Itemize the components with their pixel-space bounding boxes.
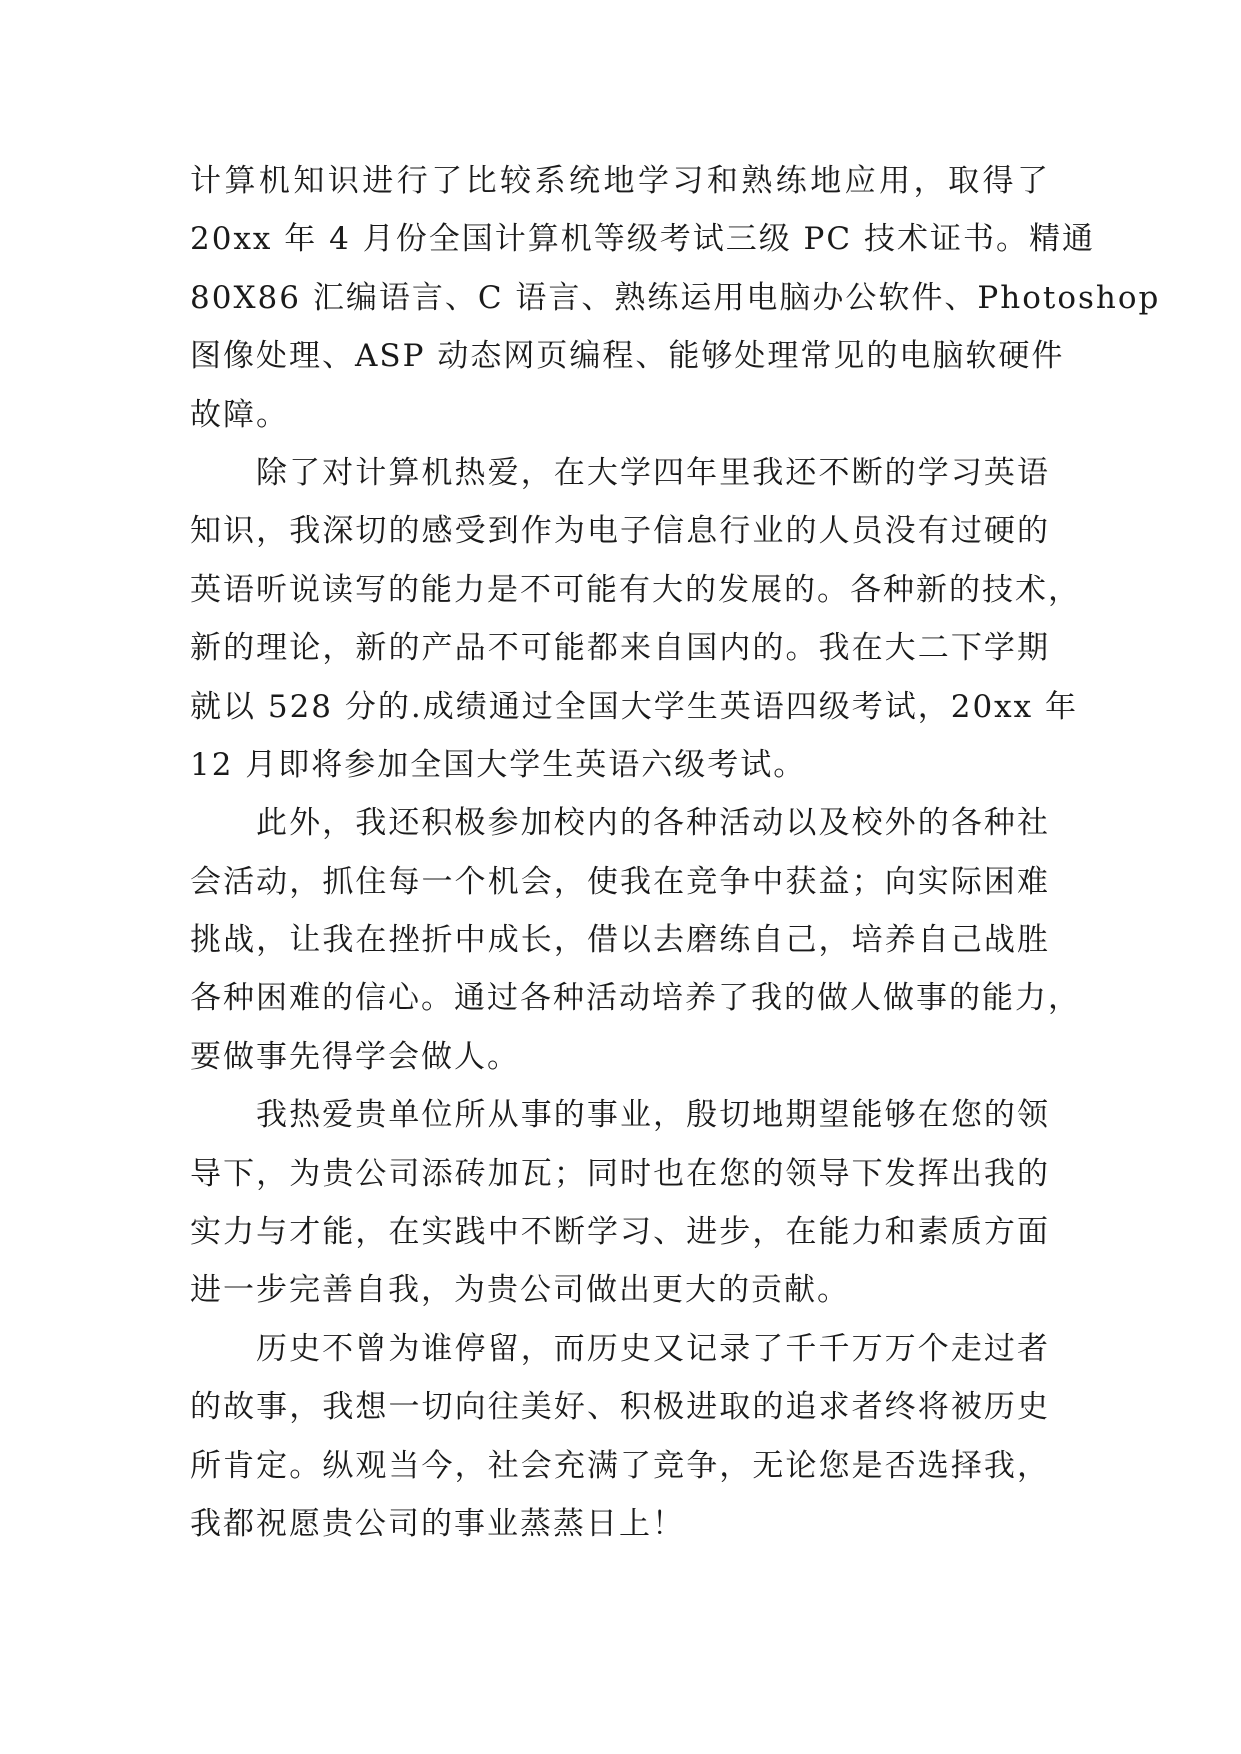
p5-line-2: 的故事，我想一切向往美好、积极进取的追求者终将被历史 (190, 1389, 1050, 1426)
p1-line-1: 计算机知识进行了比较系统地学习和熟练地应用，取得了 (190, 163, 1050, 199)
p4-line-3: 实力与才能，在实践中不断学习、进步，在能力和素质方面 (190, 1214, 1050, 1251)
p3-line-4: 各种困难的信心。通过各种活动培养了我的做人做事的能力， (190, 980, 1081, 1017)
p3-line-1: 此外，我还积极参加校内的各种活动以及校外的各种社 (256, 805, 1050, 842)
p2-line-2: 知识，我深切的感受到作为电子信息行业的人员没有过硬的 (190, 513, 1050, 550)
p1-line-5: 故障。 (190, 396, 289, 433)
p5-line-1: 历史不曾为谁停留，而历史又记录了千千万万个走过者 (256, 1330, 1050, 1367)
p2-line-4: 新的理论，新的产品不可能都来自国内的。我在大二下学期 (190, 630, 1050, 667)
p1-line-3: 80X86 汇编语言、C 语言、熟练运用电脑办公软件、Photoshop (190, 279, 1161, 316)
p5-line-4: 我都祝愿贵公司的事业蒸蒸日上！ (190, 1505, 685, 1542)
p3-line-5: 要做事先得学会做人。 (190, 1038, 520, 1075)
p2-line-1: 除了对计算机热爱，在大学四年里我还不断的学习英语 (256, 454, 1050, 491)
p1-line-4: 图像处理、ASP 动态网页编程、能够处理常见的电脑软硬件 (190, 338, 1065, 375)
p3-line-2: 会活动，抓住每一个机会，使我在竞争中获益；向实际困难 (190, 863, 1050, 900)
p2-line-3: 英语听说读写的能力是不可能有大的发展的。各种新的技术， (190, 571, 1081, 608)
p5-line-3: 所肯定。纵观当今，社会充满了竞争，无论您是否选择我， (190, 1447, 1050, 1484)
p2-line-5: 就以 528 分的.成绩通过全国大学生英语四级考试，20xx 年 (190, 688, 1078, 725)
p4-line-4: 进一步完善自我，为贵公司做出更大的贡献。 (190, 1272, 850, 1309)
p4-line-1: 我热爱贵单位所从事的事业，殷切地期望能够在您的领 (256, 1097, 1050, 1134)
body-text (190, 152, 1161, 1553)
p3-line-3: 挑战，让我在挫折中成长，借以去磨练自己，培养自己战胜 (190, 922, 1050, 959)
p1-line-2: 20xx 年 4 月份全国计算机等级考试三级 PC 技术证书。精通 (190, 221, 1095, 258)
p4-line-2: 导下，为贵公司添砖加瓦；同时也在您的领导下发挥出我的 (190, 1155, 1050, 1192)
p2-line-6: 12 月即将参加全国大学生英语六级考试。 (190, 746, 807, 783)
